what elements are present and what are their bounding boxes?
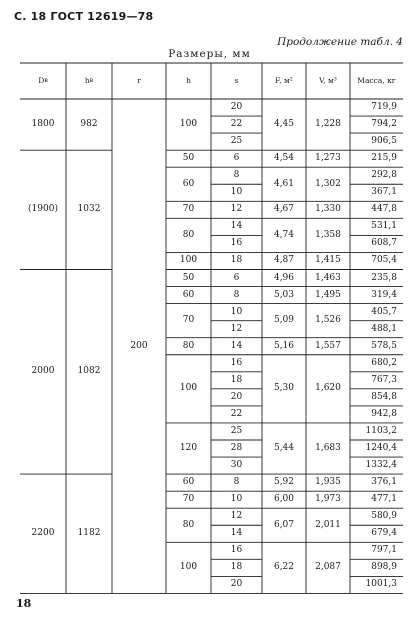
cell-f: 4,74: [273, 229, 295, 240]
col-header-r: r: [137, 76, 141, 86]
cell-h: 50: [182, 272, 195, 283]
cell-f: 5,03: [273, 289, 295, 300]
cell-dv: (1900): [28, 204, 58, 215]
cell-mass: 367,1: [371, 187, 397, 198]
cell-f: 4,67: [273, 204, 295, 215]
cell-mass: 488,1: [371, 323, 397, 334]
cell-h: 120: [179, 443, 198, 453]
cell-h: 70: [182, 494, 195, 505]
dv-subscript: в: [44, 76, 48, 84]
cell-mass: 447,8: [371, 204, 397, 215]
cell-s: 22: [230, 119, 243, 130]
cell-mass: 1103,2: [365, 425, 397, 436]
cell-s: 25: [230, 425, 243, 436]
cell-s: 18: [230, 562, 243, 573]
cell-v: 1,526: [315, 315, 341, 326]
cell-h: 60: [182, 178, 195, 189]
cell-hv: 1032: [77, 204, 101, 215]
col-header-s: s: [234, 76, 239, 86]
cell-f: 4,96: [273, 272, 295, 283]
cell-f: 5,92: [273, 477, 295, 488]
cell-mass: 578,5: [371, 340, 397, 351]
cell-f: 4,87: [273, 255, 295, 266]
cell-mass: 906,5: [371, 136, 397, 147]
cell-s: 10: [230, 187, 243, 198]
cell-mass: 767,3: [371, 374, 397, 385]
cell-mass: 376,1: [371, 477, 397, 488]
col-header-f: F, м²: [275, 76, 293, 86]
cell-s: 10: [230, 494, 243, 505]
cell-f: 6,00: [273, 494, 295, 505]
cell-s: 18: [230, 374, 243, 385]
cell-hv: 982: [80, 119, 98, 130]
cell-mass: 794,2: [371, 119, 397, 130]
cell-h: 50: [182, 153, 195, 164]
cell-mass: 477,1: [371, 494, 397, 505]
cell-s: 8: [233, 477, 240, 488]
cell-s: 16: [230, 357, 243, 368]
cell-mass: 405,7: [371, 306, 397, 317]
cell-mass: 680,2: [371, 357, 397, 368]
cell-mass: 942,8: [371, 408, 397, 419]
cell-h: 100: [179, 119, 198, 130]
cell-mass: 608,7: [371, 238, 397, 249]
cell-s: 16: [230, 545, 243, 556]
cell-v: 1,273: [315, 153, 341, 164]
cell-f: 5,16: [273, 340, 295, 351]
cell-s: 10: [230, 306, 243, 317]
cell-v: 1,495: [315, 289, 341, 300]
cell-mass: 1332,4: [365, 460, 397, 471]
cell-s: 8: [233, 170, 240, 181]
cell-h: 70: [182, 315, 195, 326]
cell-s: 20: [230, 102, 243, 113]
cell-dv: 2000: [31, 366, 55, 377]
cell-h: 80: [182, 340, 195, 351]
cell-v: 1,620: [315, 383, 341, 394]
cell-dv: 1800: [31, 119, 55, 130]
col-header-dv: [20, 63, 66, 99]
cell-v: 1,973: [315, 494, 341, 505]
cell-h: 100: [179, 255, 198, 266]
cell-hv: 1082: [77, 366, 101, 377]
cell-v: 1,415: [315, 255, 341, 266]
hv-subscript: в: [89, 76, 94, 84]
cell-s: 14: [230, 340, 243, 351]
cell-mass: 235,8: [371, 272, 397, 283]
cell-s: 16: [230, 238, 243, 249]
cell-s: 14: [230, 221, 243, 232]
cell-f: 6,22: [273, 562, 295, 573]
table-continuation-note: Продолжение табл. 4: [277, 36, 403, 48]
cell-v: 1,358: [315, 229, 341, 240]
dimensions-caption: Размеры, мм: [168, 48, 251, 60]
cell-mass: 1240,4: [365, 443, 397, 454]
cell-s: 20: [230, 391, 243, 402]
cell-s: 28: [230, 443, 243, 454]
cell-h: 80: [182, 229, 195, 240]
cell-f: 4,45: [273, 119, 295, 130]
cell-mass: 854,8: [371, 391, 397, 402]
cell-v: 1,463: [315, 272, 341, 283]
cell-s: 18: [230, 255, 243, 266]
cell-s: 8: [233, 289, 240, 300]
cell-s: 30: [230, 460, 243, 471]
cell-mass: 215,9: [371, 153, 397, 164]
cell-f: 5,30: [273, 383, 295, 394]
cell-f: 4,61: [273, 178, 295, 189]
cell-v: 2,011: [315, 519, 341, 530]
cell-v: 1,683: [315, 443, 341, 453]
cell-h: 80: [182, 519, 195, 530]
cell-h: 100: [179, 383, 198, 394]
cell-hv: 1182: [77, 528, 101, 539]
cell-v: 1,228: [315, 119, 341, 130]
cell-mass: 1001,3: [365, 579, 397, 590]
cell-s: 22: [230, 408, 243, 419]
cell-s: 12: [230, 323, 243, 334]
col-header-mass: Масса, кг: [357, 76, 396, 86]
cell-s: 25: [230, 136, 243, 147]
cell-dv: 2200: [31, 528, 55, 539]
dv-symbol: D: [38, 76, 45, 86]
cell-v: 1,935: [315, 477, 341, 488]
cell-mass: 580,9: [371, 511, 397, 522]
cell-v: 1,302: [315, 178, 341, 189]
cell-f: 6,07: [273, 519, 295, 530]
cell-mass: 319,4: [371, 289, 397, 300]
cell-mass: 797,1: [371, 545, 397, 556]
cell-mass: 719,9: [371, 102, 397, 113]
cell-f: 5,44: [273, 443, 295, 453]
cell-h: 70: [182, 204, 195, 215]
cell-v: 2,087: [315, 562, 341, 573]
cell-h: 60: [182, 289, 195, 300]
cell-mass: 705,4: [371, 255, 397, 266]
cell-s: 12: [230, 511, 243, 522]
cell-r-value: 200: [130, 340, 148, 351]
cell-f: 5,09: [273, 315, 295, 326]
cell-s: 20: [230, 579, 243, 590]
col-header-hv: [66, 63, 112, 99]
cell-mass: 898,9: [371, 562, 397, 573]
cell-mass: 531,1: [371, 221, 397, 232]
cell-v: 1,330: [315, 204, 341, 215]
cell-s: 6: [233, 153, 240, 164]
cell-v: 1,557: [315, 340, 341, 351]
cell-h: 100: [179, 562, 198, 573]
cell-s: 12: [230, 204, 243, 215]
hv-symbol: h: [84, 76, 90, 86]
cell-s: 14: [230, 528, 243, 539]
cell-h: 60: [182, 477, 195, 488]
col-header-v: V, м³: [319, 76, 337, 86]
cell-mass: 679,4: [371, 528, 397, 539]
cell-s: 6: [233, 272, 240, 283]
page-number: 18: [16, 597, 32, 610]
document-header: С. 18 ГОСТ 12619—78: [14, 10, 154, 23]
cell-mass: 292,8: [371, 170, 397, 181]
col-header-h: h: [186, 76, 191, 86]
cell-f: 4,54: [273, 153, 295, 164]
